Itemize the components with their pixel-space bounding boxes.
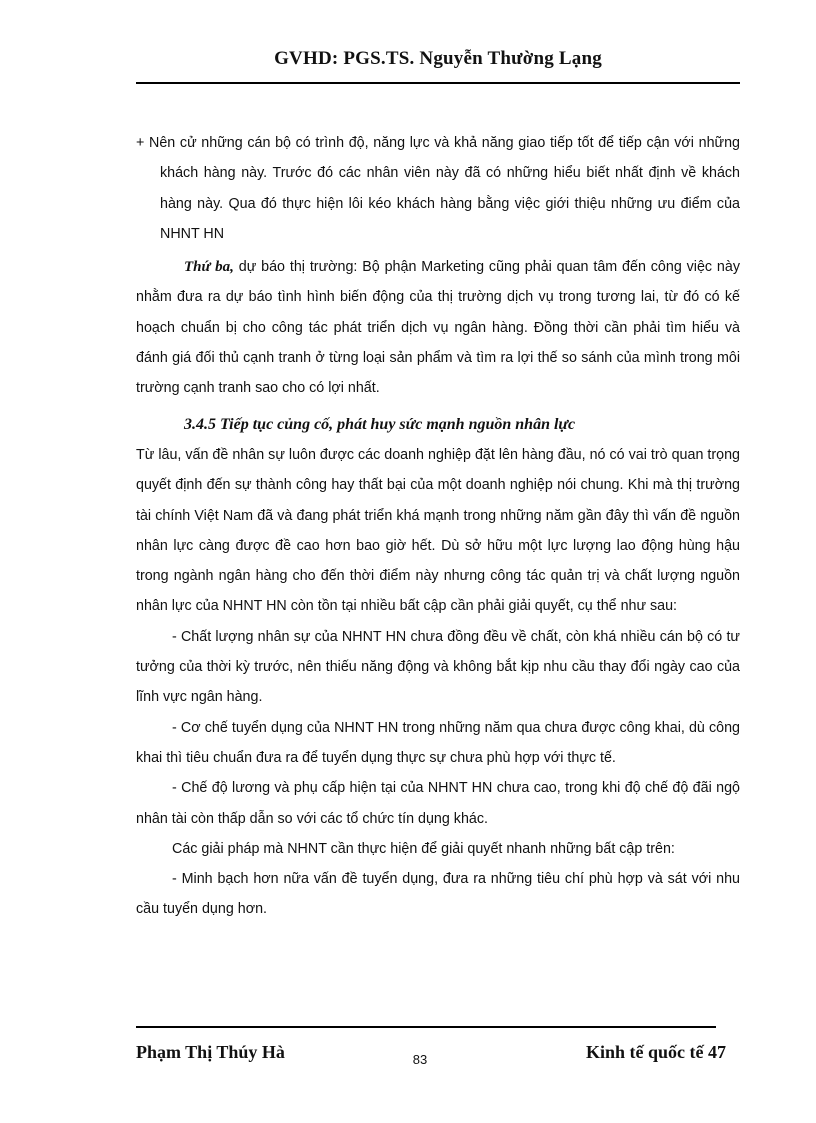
paragraph-market-forecast-text: dự báo thị trường: Bộ phận Marketing cũng phải quan tâm đến công việc này nhằm đưa ra dự báo tình hình biến động của thị trường dịch vụ trong tương lai, từ đó có kế hoạch chuẩn bị cho công tác phát triển dịch vụ ngân hàng. Đồng thời cần phải tìm hiểu và đánh giá đối thủ cạnh tranh ở từng loại sản phẩm và tìm ra lợi thế so sánh của mình trong môi trường cạnh tranh sao cho có lợi nhất. (136, 259, 740, 397)
header-divider (136, 82, 740, 84)
paragraph-salary: - Chế độ lương và phụ cấp hiện tại của NHNT HN chưa cao, trong khi độ chế độ đãi ngộ nhân tài còn thấp dẫn so với các tổ chức tín dụng khác. (136, 780, 740, 827)
footer-course: Kinh tế quốc tế 47 (585, 1042, 726, 1062)
paragraph-bullet-staff: + Nên cử những cán bộ có trình độ, năng lực và khả năng giao tiếp tốt để tiếp cận với những khách hàng này. Trước đó các nhân viên này đã có những hiểu biết nhất định về khách hàng này. Qua đó thực hiện lôi kéo khách hàng bằng việc giới thiệu những ưu điểm của NHNT HN (136, 135, 740, 242)
document-body (136, 128, 740, 925)
paragraph-staff-quality: - Chất lượng nhân sự của NHNT HN chưa đồng đều về chất, còn khá nhiều cán bộ có tư tưởng của thời kỳ trước, nên thiếu năng động và không bắt kịp nhu cầu thay đổi ngày cao của lĩnh vực ngân hàng. (136, 628, 740, 706)
section-heading: 3.4.5 Tiếp tục củng cố, phát huy sức mạnh nguồn nhân lực (184, 415, 576, 433)
page-number: 83 (412, 1052, 428, 1067)
footer-divider (136, 1026, 716, 1028)
page-header-title: GVHD: PGS.TS. Nguyễn Thường Lạng (274, 48, 602, 69)
paragraph-solution-transparency: - Minh bạch hơn nữa vấn đề tuyển dụng, đưa ra những tiêu chí phù hợp và sát với nhu cầu tuyển dụng hơn. (136, 871, 740, 918)
paragraph-market-forecast (136, 252, 740, 403)
emphasis-lead: Thứ ba, (184, 259, 234, 276)
paragraph-recruitment: - Cơ chế tuyển dụng của NHNT HN trong những năm qua chưa được công khai, dù công khai thì tiêu chuẩn đưa ra để tuyển dụng thực sự chưa phù hợp với thực tế. (136, 719, 740, 766)
footer-author: Phạm Thị Thúy Hà (136, 1042, 285, 1062)
paragraph-hr-intro: Từ lâu, vấn đề nhân sự luôn được các doanh nghiệp đặt lên hàng đầu, nó có vai trò quan trọng quyết định đến sự thành công hay thất bại của một doanh nghiệp nói chung. Khi mà thị trường tài chính Việt Nam đã và đang phát triển khá mạnh trong những năm gần đây thì vấn đề nguồn nhân lực càng được đề cao hơn bao giờ hết. Dù sở hữu một lực lượng lao động hùng hậu trong ngành ngân hàng cho đến thời điểm này nhưng công tác quản trị và chất lượng nguồn nhân lực của NHNT HN còn tồn tại nhiều bất cập cần phải giải quyết, cụ thể như sau: (136, 446, 740, 615)
paragraph-solutions-intro: Các giải pháp mà NHNT cần thực hiện để giải quyết nhanh những bất cập trên: (172, 840, 675, 857)
